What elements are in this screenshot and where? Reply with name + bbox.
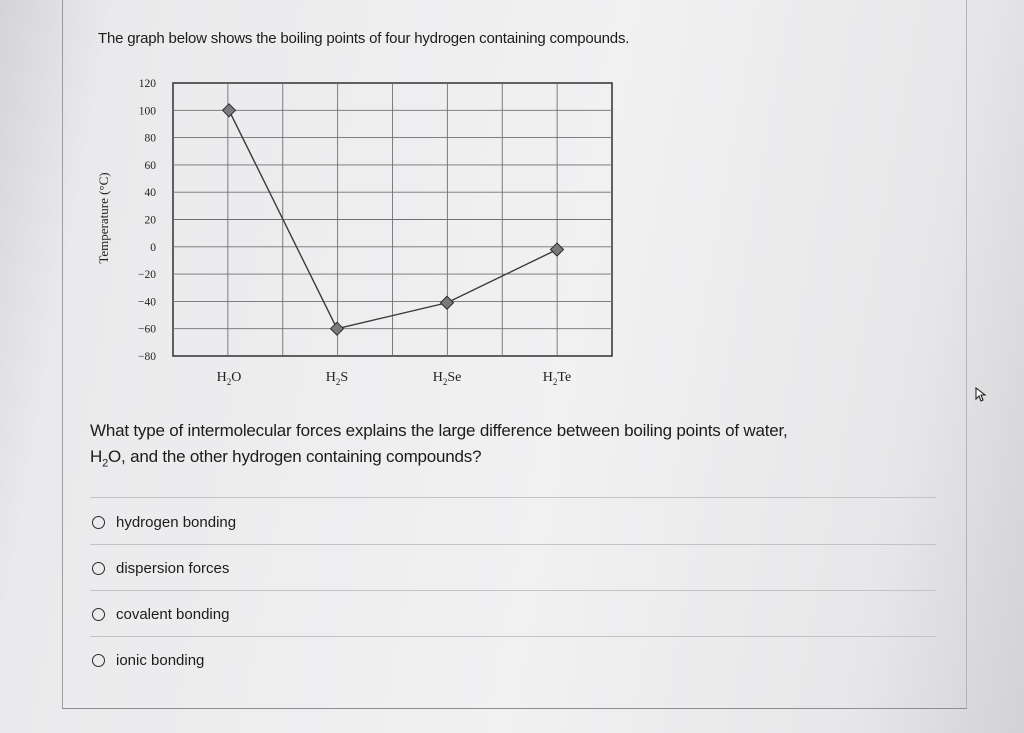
data-point-marker bbox=[223, 104, 236, 117]
mouse-pointer-icon bbox=[974, 387, 988, 403]
x-tick-label: $H_2Te$ bbox=[542, 370, 572, 387]
y-tick-label: 80 bbox=[144, 132, 156, 145]
y-tick-label: −60 bbox=[138, 323, 156, 336]
divider bbox=[90, 636, 936, 637]
y-tick-label: 40 bbox=[144, 187, 156, 200]
question-line-2 bbox=[90, 444, 920, 476]
y-tick-label: 120 bbox=[138, 78, 156, 90]
option-dispersion-forces[interactable] bbox=[92, 555, 229, 581]
y-tick-label: 60 bbox=[144, 159, 156, 172]
option-label: dispersion forces bbox=[116, 559, 230, 577]
data-point-marker bbox=[331, 322, 344, 335]
option-ionic-bonding[interactable] bbox=[92, 647, 204, 673]
radio-button[interactable] bbox=[92, 516, 105, 529]
option-label: ionic bonding bbox=[116, 651, 205, 669]
x-tick-labels bbox=[217, 370, 572, 387]
radio-button[interactable] bbox=[92, 654, 105, 667]
option-label: covalent bonding bbox=[116, 605, 230, 623]
radio-button[interactable] bbox=[92, 608, 105, 621]
option-label: hydrogen bonding bbox=[116, 513, 237, 531]
question-h: H bbox=[90, 447, 103, 466]
y-tick-label: 20 bbox=[144, 214, 156, 227]
divider bbox=[90, 590, 936, 591]
x-tick-label: $H_2O$ bbox=[216, 370, 242, 387]
data-point-marker bbox=[441, 296, 454, 309]
y-tick-labels bbox=[138, 78, 156, 363]
y-tick-label: −20 bbox=[138, 269, 156, 282]
x-tick-label: $H_2S$ bbox=[325, 370, 349, 387]
radio-button[interactable] bbox=[92, 562, 105, 575]
intro-text: The graph below shows the boiling points of four hydrogen containing compounds. bbox=[98, 30, 630, 47]
question-line-1: What type of intermolecular forces explains the large difference between boiling points of water, bbox=[90, 421, 788, 440]
data-point-marker bbox=[551, 243, 564, 256]
y-axis-label: Temperature (°C) bbox=[96, 172, 111, 264]
option-covalent-bonding[interactable] bbox=[92, 601, 229, 627]
question-text bbox=[90, 418, 920, 476]
option-hydrogen-bonding[interactable] bbox=[92, 509, 236, 535]
question-rest: O, and the other hydrogen containing compounds? bbox=[108, 447, 482, 466]
y-tick-label: 0 bbox=[150, 241, 156, 254]
divider bbox=[90, 544, 936, 545]
question-subscript: 2 bbox=[102, 457, 108, 470]
y-tick-label: 100 bbox=[138, 105, 156, 118]
y-tick-label: −80 bbox=[138, 351, 156, 363]
y-tick-label: −40 bbox=[138, 296, 156, 309]
x-tick-label: $H_2Se$ bbox=[432, 370, 462, 387]
divider bbox=[90, 497, 936, 498]
